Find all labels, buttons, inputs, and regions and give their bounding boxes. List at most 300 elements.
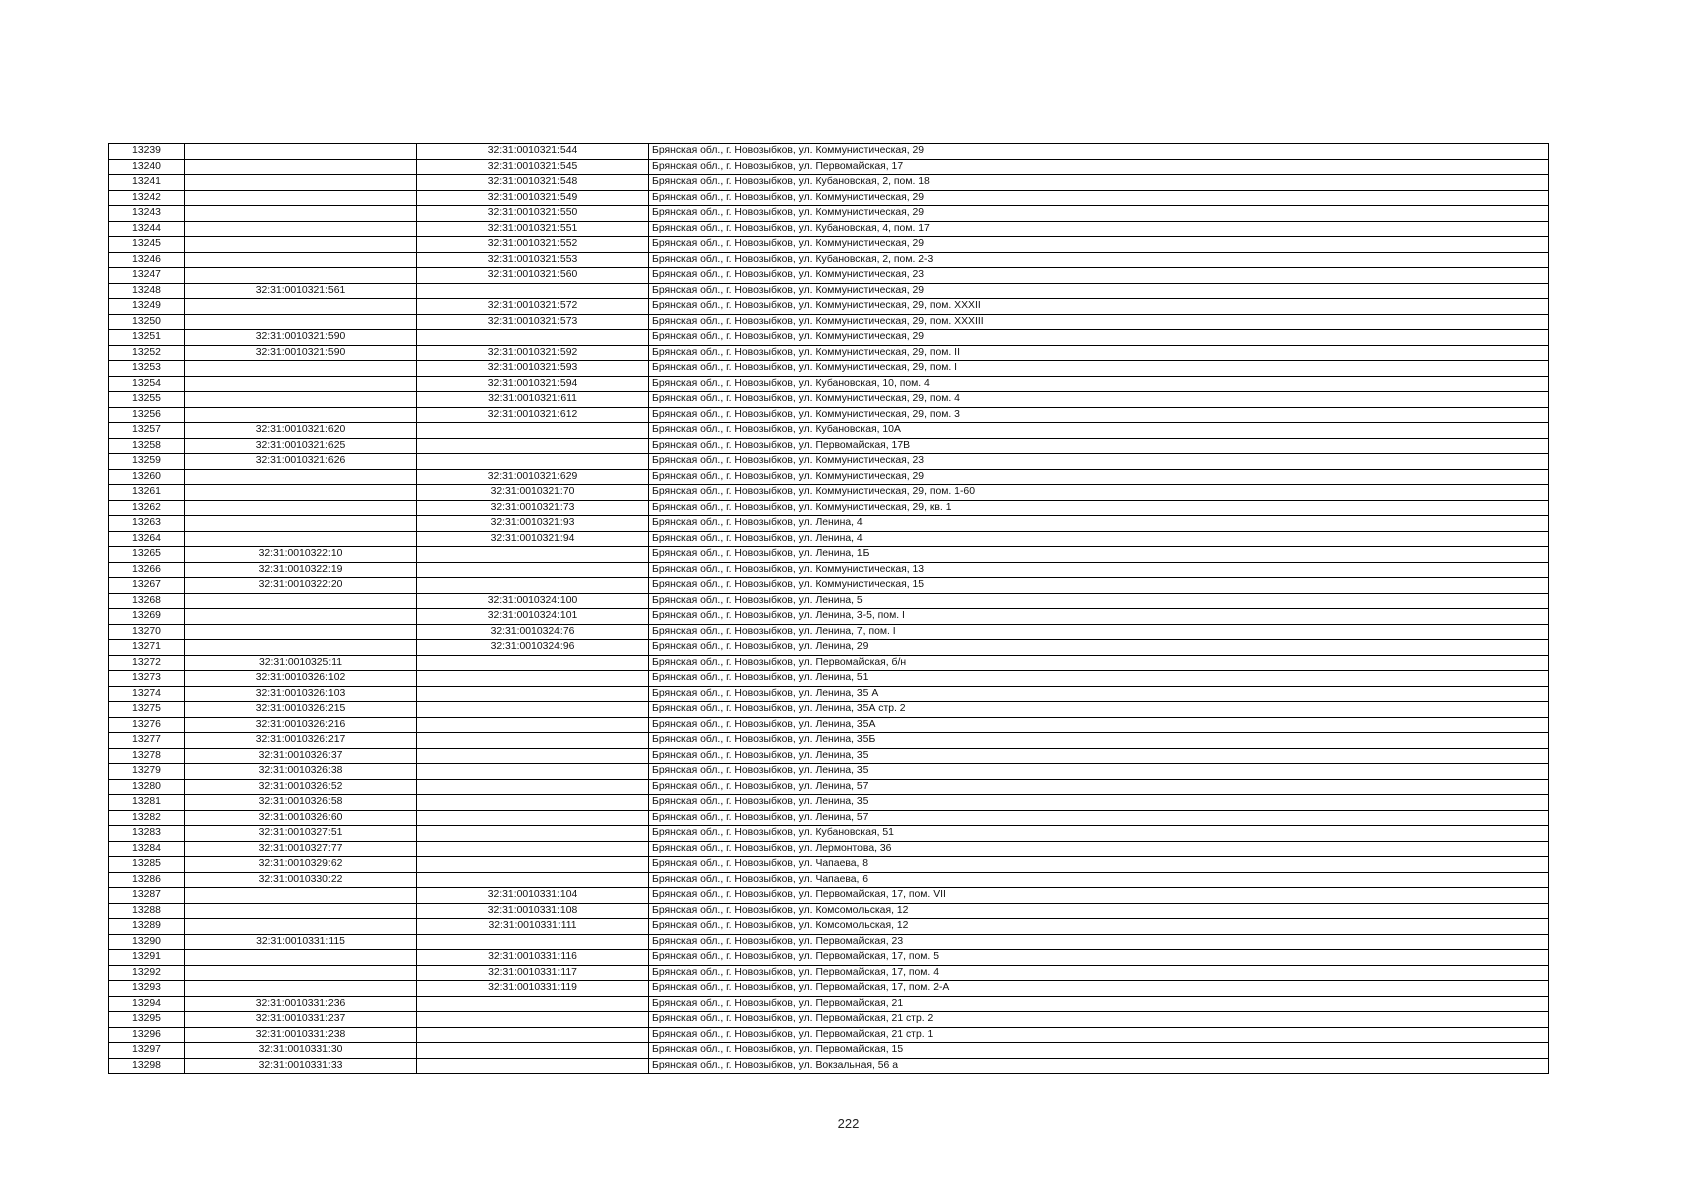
row-number-cell: 13274 xyxy=(109,686,185,702)
land-parcel-number-cell: 32:31:0010322:10 xyxy=(185,547,417,563)
land-parcel-number-cell xyxy=(185,175,417,191)
address-cell: Брянская обл., г. Новозыбков, ул. Первомайская, 17, пом. VII xyxy=(649,888,1549,904)
land-parcel-number-cell xyxy=(185,361,417,377)
table-row xyxy=(109,950,1549,966)
land-parcel-number-cell xyxy=(185,469,417,485)
address-cell: Брянская обл., г. Новозыбков, ул. Коммунистическая, 29, пом. 4 xyxy=(649,392,1549,408)
object-number-cell xyxy=(417,779,649,795)
object-number-cell xyxy=(417,330,649,346)
object-number-cell: 32:31:0010331:116 xyxy=(417,950,649,966)
address-cell: Брянская обл., г. Новозыбков, ул. Ленина, 35 А xyxy=(649,686,1549,702)
row-number-cell: 13240 xyxy=(109,159,185,175)
land-parcel-number-cell: 32:31:0010321:561 xyxy=(185,283,417,299)
object-number-cell: 32:31:0010321:93 xyxy=(417,516,649,532)
table-row xyxy=(109,578,1549,594)
table-row xyxy=(109,733,1549,749)
row-number-cell: 13285 xyxy=(109,857,185,873)
object-number-cell: 32:31:0010321:552 xyxy=(417,237,649,253)
table-row xyxy=(109,671,1549,687)
object-number-cell xyxy=(417,1027,649,1043)
table-row xyxy=(109,175,1549,191)
row-number-cell: 13248 xyxy=(109,283,185,299)
row-number-cell: 13272 xyxy=(109,655,185,671)
land-parcel-number-cell xyxy=(185,593,417,609)
address-cell: Брянская обл., г. Новозыбков, ул. Первомайская, 17 xyxy=(649,159,1549,175)
table-row xyxy=(109,423,1549,439)
land-parcel-number-cell xyxy=(185,950,417,966)
address-cell: Брянская обл., г. Новозыбков, ул. Первомайская, 17, пом. 2-А xyxy=(649,981,1549,997)
land-parcel-number-cell: 32:31:0010326:52 xyxy=(185,779,417,795)
land-parcel-number-cell: 32:31:0010321:590 xyxy=(185,345,417,361)
address-cell: Брянская обл., г. Новозыбков, ул. Кубановская, 51 xyxy=(649,826,1549,842)
row-number-cell: 13286 xyxy=(109,872,185,888)
table-row xyxy=(109,206,1549,222)
row-number-cell: 13297 xyxy=(109,1043,185,1059)
land-parcel-number-cell: 32:31:0010326:60 xyxy=(185,810,417,826)
row-number-cell: 13293 xyxy=(109,981,185,997)
address-cell: Брянская обл., г. Новозыбков, ул. Кубановская, 10, пом. 4 xyxy=(649,376,1549,392)
table-row xyxy=(109,841,1549,857)
land-parcel-number-cell: 32:31:0010331:236 xyxy=(185,996,417,1012)
address-cell: Брянская обл., г. Новозыбков, ул. Ленина, 35Б xyxy=(649,733,1549,749)
table-row xyxy=(109,764,1549,780)
row-number-cell: 13282 xyxy=(109,810,185,826)
land-parcel-number-cell xyxy=(185,206,417,222)
row-number-cell: 13264 xyxy=(109,531,185,547)
land-parcel-number-cell xyxy=(185,376,417,392)
object-number-cell xyxy=(417,1058,649,1074)
row-number-cell: 13288 xyxy=(109,903,185,919)
object-number-cell xyxy=(417,702,649,718)
table-row xyxy=(109,268,1549,284)
address-cell: Брянская обл., г. Новозыбков, ул. Коммунистическая, 29, пом. II xyxy=(649,345,1549,361)
address-cell: Брянская обл., г. Новозыбков, ул. Коммунистическая, 23 xyxy=(649,268,1549,284)
address-cell: Брянская обл., г. Новозыбков, ул. Ленина, 4 xyxy=(649,531,1549,547)
table-row xyxy=(109,872,1549,888)
table-row xyxy=(109,500,1549,516)
object-number-cell xyxy=(417,764,649,780)
land-parcel-number-cell xyxy=(185,144,417,160)
table-row xyxy=(109,299,1549,315)
table-row xyxy=(109,283,1549,299)
land-parcel-number-cell xyxy=(185,965,417,981)
table-row xyxy=(109,1027,1549,1043)
address-cell: Брянская обл., г. Новозыбков, ул. Коммунистическая, 13 xyxy=(649,562,1549,578)
address-cell: Брянская обл., г. Новозыбков, ул. Первомайская, 21 стр. 2 xyxy=(649,1012,1549,1028)
table-row xyxy=(109,624,1549,640)
land-parcel-number-cell: 32:31:0010326:38 xyxy=(185,764,417,780)
object-number-cell: 32:31:0010321:94 xyxy=(417,531,649,547)
land-parcel-number-cell xyxy=(185,299,417,315)
object-number-cell: 32:31:0010321:573 xyxy=(417,314,649,330)
land-parcel-number-cell xyxy=(185,903,417,919)
address-cell: Брянская обл., г. Новозыбков, ул. Ленина, 35 xyxy=(649,764,1549,780)
object-number-cell xyxy=(417,283,649,299)
address-cell: Брянская обл., г. Новозыбков, ул. Ленина, 35 xyxy=(649,748,1549,764)
row-number-cell: 13250 xyxy=(109,314,185,330)
row-number-cell: 13258 xyxy=(109,438,185,454)
address-cell: Брянская обл., г. Новозыбков, ул. Первомайская, 17, пом. 5 xyxy=(649,950,1549,966)
land-parcel-number-cell xyxy=(185,252,417,268)
table-row xyxy=(109,609,1549,625)
address-cell: Брянская обл., г. Новозыбков, ул. Коммунистическая, 29 xyxy=(649,144,1549,160)
row-number-cell: 13295 xyxy=(109,1012,185,1028)
object-number-cell: 32:31:0010331:108 xyxy=(417,903,649,919)
object-number-cell xyxy=(417,438,649,454)
address-cell: Брянская обл., г. Новозыбков, ул. Ленина, 4 xyxy=(649,516,1549,532)
table-row xyxy=(109,795,1549,811)
land-parcel-number-cell: 32:31:0010326:216 xyxy=(185,717,417,733)
object-number-cell xyxy=(417,423,649,439)
object-number-cell: 32:31:0010331:104 xyxy=(417,888,649,904)
table-row xyxy=(109,702,1549,718)
table-row xyxy=(109,1012,1549,1028)
land-parcel-number-cell xyxy=(185,624,417,640)
object-number-cell xyxy=(417,686,649,702)
land-parcel-number-cell: 32:31:0010326:103 xyxy=(185,686,417,702)
row-number-cell: 13270 xyxy=(109,624,185,640)
row-number-cell: 13239 xyxy=(109,144,185,160)
row-number-cell: 13265 xyxy=(109,547,185,563)
address-cell: Брянская обл., г. Новозыбков, ул. Комсомольская, 12 xyxy=(649,919,1549,935)
object-number-cell: 32:31:0010321:73 xyxy=(417,500,649,516)
object-number-cell xyxy=(417,717,649,733)
table-row xyxy=(109,686,1549,702)
row-number-cell: 13283 xyxy=(109,826,185,842)
row-number-cell: 13292 xyxy=(109,965,185,981)
row-number-cell: 13241 xyxy=(109,175,185,191)
land-parcel-number-cell xyxy=(185,407,417,423)
object-number-cell xyxy=(417,562,649,578)
address-cell: Брянская обл., г. Новозыбков, ул. Ленина, 57 xyxy=(649,810,1549,826)
row-number-cell: 13242 xyxy=(109,190,185,206)
row-number-cell: 13271 xyxy=(109,640,185,656)
object-number-cell xyxy=(417,810,649,826)
land-parcel-number-cell xyxy=(185,531,417,547)
row-number-cell: 13298 xyxy=(109,1058,185,1074)
address-cell: Брянская обл., г. Новозыбков, ул. Ленина, 51 xyxy=(649,671,1549,687)
row-number-cell: 13255 xyxy=(109,392,185,408)
row-number-cell: 13296 xyxy=(109,1027,185,1043)
object-number-cell xyxy=(417,826,649,842)
table-row xyxy=(109,655,1549,671)
table-row xyxy=(109,996,1549,1012)
land-parcel-number-cell: 32:31:0010327:51 xyxy=(185,826,417,842)
land-parcel-number-cell: 32:31:0010322:19 xyxy=(185,562,417,578)
table-row xyxy=(109,345,1549,361)
row-number-cell: 13291 xyxy=(109,950,185,966)
table-row xyxy=(109,438,1549,454)
row-number-cell: 13287 xyxy=(109,888,185,904)
address-cell: Брянская обл., г. Новозыбков, ул. Коммунистическая, 29 xyxy=(649,330,1549,346)
address-cell: Брянская обл., г. Новозыбков, ул. Коммунистическая, 29, пом. XXXIII xyxy=(649,314,1549,330)
object-number-cell: 32:31:0010321:594 xyxy=(417,376,649,392)
land-parcel-number-cell xyxy=(185,640,417,656)
land-parcel-number-cell: 32:31:0010321:620 xyxy=(185,423,417,439)
table-row xyxy=(109,190,1549,206)
address-cell: Брянская обл., г. Новозыбков, ул. Первомайская, 21 xyxy=(649,996,1549,1012)
object-number-cell: 32:31:0010324:76 xyxy=(417,624,649,640)
object-number-cell: 32:31:0010321:544 xyxy=(417,144,649,160)
row-number-cell: 13289 xyxy=(109,919,185,935)
object-number-cell xyxy=(417,996,649,1012)
object-number-cell xyxy=(417,934,649,950)
row-number-cell: 13294 xyxy=(109,996,185,1012)
object-number-cell: 32:31:0010331:111 xyxy=(417,919,649,935)
object-number-cell: 32:31:0010321:70 xyxy=(417,485,649,501)
row-number-cell: 13266 xyxy=(109,562,185,578)
row-number-cell: 13254 xyxy=(109,376,185,392)
address-cell: Брянская обл., г. Новозыбков, ул. Вокзальная, 56 а xyxy=(649,1058,1549,1074)
row-number-cell: 13279 xyxy=(109,764,185,780)
address-cell: Брянская обл., г. Новозыбков, ул. Комсомольская, 12 xyxy=(649,903,1549,919)
object-number-cell: 32:31:0010321:572 xyxy=(417,299,649,315)
table-row xyxy=(109,981,1549,997)
land-parcel-number-cell xyxy=(185,500,417,516)
table-row xyxy=(109,485,1549,501)
address-cell: Брянская обл., г. Новозыбков, ул. Коммунистическая, 29, пом. 1-60 xyxy=(649,485,1549,501)
row-number-cell: 13290 xyxy=(109,934,185,950)
land-parcel-number-cell: 32:31:0010322:20 xyxy=(185,578,417,594)
row-number-cell: 13267 xyxy=(109,578,185,594)
row-number-cell: 13243 xyxy=(109,206,185,222)
address-cell: Брянская обл., г. Новозыбков, ул. Коммунистическая, 29 xyxy=(649,190,1549,206)
address-cell: Брянская обл., г. Новозыбков, ул. Ленина, 1Б xyxy=(649,547,1549,563)
address-cell: Брянская обл., г. Новозыбков, ул. Коммунистическая, 15 xyxy=(649,578,1549,594)
address-cell: Брянская обл., г. Новозыбков, ул. Первомайская, 17В xyxy=(649,438,1549,454)
page-number: 222 xyxy=(837,1116,860,1131)
table-row xyxy=(109,748,1549,764)
table-row xyxy=(109,640,1549,656)
object-number-cell xyxy=(417,1012,649,1028)
row-number-cell: 13277 xyxy=(109,733,185,749)
object-number-cell: 32:31:0010321:553 xyxy=(417,252,649,268)
land-parcel-number-cell: 32:31:0010326:217 xyxy=(185,733,417,749)
object-number-cell xyxy=(417,1043,649,1059)
land-parcel-number-cell xyxy=(185,221,417,237)
land-parcel-number-cell xyxy=(185,237,417,253)
object-number-cell xyxy=(417,872,649,888)
table-row xyxy=(109,159,1549,175)
table-row xyxy=(109,361,1549,377)
table-row xyxy=(109,562,1549,578)
table-row xyxy=(109,965,1549,981)
address-cell: Брянская обл., г. Новозыбков, ул. Коммунистическая, 29 xyxy=(649,283,1549,299)
address-cell: Брянская обл., г. Новозыбков, ул. Ленина, 57 xyxy=(649,779,1549,795)
address-cell: Брянская обл., г. Новозыбков, ул. Первомайская, 21 стр. 1 xyxy=(649,1027,1549,1043)
table-row xyxy=(109,314,1549,330)
row-number-cell: 13249 xyxy=(109,299,185,315)
object-number-cell xyxy=(417,655,649,671)
row-number-cell: 13263 xyxy=(109,516,185,532)
land-parcel-number-cell: 32:31:0010331:237 xyxy=(185,1012,417,1028)
table-row xyxy=(109,531,1549,547)
row-number-cell: 13269 xyxy=(109,609,185,625)
row-number-cell: 13268 xyxy=(109,593,185,609)
address-cell: Брянская обл., г. Новозыбков, ул. Ленина, 29 xyxy=(649,640,1549,656)
land-parcel-number-cell: 32:31:0010331:30 xyxy=(185,1043,417,1059)
address-cell: Брянская обл., г. Новозыбков, ул. Коммунистическая, 29, кв. 1 xyxy=(649,500,1549,516)
table-row xyxy=(109,221,1549,237)
object-number-cell: 32:31:0010331:117 xyxy=(417,965,649,981)
object-number-cell: 32:31:0010321:549 xyxy=(417,190,649,206)
address-cell: Брянская обл., г. Новозыбков, ул. Кубановская, 2, пом. 2-3 xyxy=(649,252,1549,268)
object-number-cell xyxy=(417,841,649,857)
land-parcel-number-cell: 32:31:0010321:625 xyxy=(185,438,417,454)
address-cell: Брянская обл., г. Новозыбков, ул. Кубановская, 4, пом. 17 xyxy=(649,221,1549,237)
object-number-cell: 32:31:0010321:593 xyxy=(417,361,649,377)
table-row xyxy=(109,547,1549,563)
address-cell: Брянская обл., г. Новозыбков, ул. Первомайская, 23 xyxy=(649,934,1549,950)
object-number-cell xyxy=(417,748,649,764)
address-cell: Брянская обл., г. Новозыбков, ул. Коммунистическая, 29, пом. 3 xyxy=(649,407,1549,423)
object-number-cell: 32:31:0010321:551 xyxy=(417,221,649,237)
object-number-cell xyxy=(417,671,649,687)
table-row xyxy=(109,934,1549,950)
table-row xyxy=(109,1058,1549,1074)
address-cell: Брянская обл., г. Новозыбков, ул. Первомайская, 15 xyxy=(649,1043,1549,1059)
land-parcel-number-cell: 32:31:0010329:62 xyxy=(185,857,417,873)
address-cell: Брянская обл., г. Новозыбков, ул. Кубановская, 10А xyxy=(649,423,1549,439)
land-parcel-number-cell: 32:31:0010321:590 xyxy=(185,330,417,346)
object-number-cell xyxy=(417,733,649,749)
object-number-cell: 32:31:0010321:629 xyxy=(417,469,649,485)
land-parcel-number-cell: 32:31:0010326:58 xyxy=(185,795,417,811)
address-cell: Брянская обл., г. Новозыбков, ул. Ленина, 3-5, пом. I xyxy=(649,609,1549,625)
land-parcel-number-cell: 32:31:0010325:11 xyxy=(185,655,417,671)
row-number-cell: 13284 xyxy=(109,841,185,857)
row-number-cell: 13262 xyxy=(109,500,185,516)
land-parcel-number-cell: 32:31:0010331:33 xyxy=(185,1058,417,1074)
object-number-cell: 32:31:0010324:101 xyxy=(417,609,649,625)
table-row xyxy=(109,252,1549,268)
address-cell: Брянская обл., г. Новозыбков, ул. Ленина, 35А стр. 2 xyxy=(649,702,1549,718)
address-cell: Брянская обл., г. Новозыбков, ул. Чапаева, 8 xyxy=(649,857,1549,873)
address-cell: Брянская обл., г. Новозыбков, ул. Коммунистическая, 29 xyxy=(649,237,1549,253)
address-cell: Брянская обл., г. Новозыбков, ул. Ленина, 7, пом. I xyxy=(649,624,1549,640)
object-number-cell xyxy=(417,547,649,563)
cadastral-table xyxy=(108,143,1549,1074)
land-parcel-number-cell: 32:31:0010331:238 xyxy=(185,1027,417,1043)
row-number-cell: 13273 xyxy=(109,671,185,687)
address-cell: Брянская обл., г. Новозыбков, ул. Коммунистическая, 23 xyxy=(649,454,1549,470)
land-parcel-number-cell xyxy=(185,392,417,408)
address-cell: Брянская обл., г. Новозыбков, ул. Кубановская, 2, пом. 18 xyxy=(649,175,1549,191)
object-number-cell xyxy=(417,795,649,811)
table-row xyxy=(109,392,1549,408)
row-number-cell: 13275 xyxy=(109,702,185,718)
table-row xyxy=(109,469,1549,485)
row-number-cell: 13257 xyxy=(109,423,185,439)
table-row xyxy=(109,826,1549,842)
land-parcel-number-cell xyxy=(185,919,417,935)
table-row xyxy=(109,779,1549,795)
land-parcel-number-cell: 32:31:0010331:115 xyxy=(185,934,417,950)
row-number-cell: 13260 xyxy=(109,469,185,485)
object-number-cell: 32:31:0010321:612 xyxy=(417,407,649,423)
address-cell: Брянская обл., г. Новозыбков, ул. Первомайская, 17, пом. 4 xyxy=(649,965,1549,981)
row-number-cell: 13281 xyxy=(109,795,185,811)
table-row xyxy=(109,810,1549,826)
table-row xyxy=(109,330,1549,346)
object-number-cell: 32:31:0010324:100 xyxy=(417,593,649,609)
row-number-cell: 13246 xyxy=(109,252,185,268)
address-cell: Брянская обл., г. Новозыбков, ул. Коммунистическая, 29 xyxy=(649,469,1549,485)
object-number-cell: 32:31:0010321:592 xyxy=(417,345,649,361)
address-cell: Брянская обл., г. Новозыбков, ул. Ленина, 35 xyxy=(649,795,1549,811)
land-parcel-number-cell: 32:31:0010326:215 xyxy=(185,702,417,718)
land-parcel-number-cell xyxy=(185,888,417,904)
row-number-cell: 13247 xyxy=(109,268,185,284)
table-row xyxy=(109,593,1549,609)
address-cell: Брянская обл., г. Новозыбков, ул. Коммунистическая, 29, пом. I xyxy=(649,361,1549,377)
object-number-cell: 32:31:0010321:545 xyxy=(417,159,649,175)
land-parcel-number-cell xyxy=(185,516,417,532)
table-row xyxy=(109,919,1549,935)
land-parcel-number-cell: 32:31:0010321:626 xyxy=(185,454,417,470)
row-number-cell: 13244 xyxy=(109,221,185,237)
table-body xyxy=(109,144,1549,1074)
table-row xyxy=(109,454,1549,470)
object-number-cell: 32:31:0010321:550 xyxy=(417,206,649,222)
land-parcel-number-cell: 32:31:0010330:22 xyxy=(185,872,417,888)
land-parcel-number-cell xyxy=(185,268,417,284)
land-parcel-number-cell xyxy=(185,314,417,330)
table-row xyxy=(109,857,1549,873)
table-row xyxy=(109,144,1549,160)
row-number-cell: 13251 xyxy=(109,330,185,346)
row-number-cell: 13253 xyxy=(109,361,185,377)
object-number-cell: 32:31:0010324:96 xyxy=(417,640,649,656)
table-row xyxy=(109,888,1549,904)
row-number-cell: 13245 xyxy=(109,237,185,253)
land-parcel-number-cell xyxy=(185,485,417,501)
address-cell: Брянская обл., г. Новозыбков, ул. Коммунистическая, 29, пом. XXXII xyxy=(649,299,1549,315)
object-number-cell: 32:31:0010321:611 xyxy=(417,392,649,408)
row-number-cell: 13280 xyxy=(109,779,185,795)
address-cell: Брянская обл., г. Новозыбков, ул. Первомайская, б/н xyxy=(649,655,1549,671)
land-parcel-number-cell: 32:31:0010326:37 xyxy=(185,748,417,764)
table-row xyxy=(109,407,1549,423)
row-number-cell: 13256 xyxy=(109,407,185,423)
row-number-cell: 13278 xyxy=(109,748,185,764)
land-parcel-number-cell xyxy=(185,190,417,206)
object-number-cell xyxy=(417,578,649,594)
row-number-cell: 13252 xyxy=(109,345,185,361)
table-row xyxy=(109,1043,1549,1059)
table-row xyxy=(109,717,1549,733)
table-row xyxy=(109,376,1549,392)
object-number-cell xyxy=(417,857,649,873)
land-parcel-number-cell: 32:31:0010327:77 xyxy=(185,841,417,857)
address-cell: Брянская обл., г. Новозыбков, ул. Ленина, 35А xyxy=(649,717,1549,733)
object-number-cell: 32:31:0010321:548 xyxy=(417,175,649,191)
table-row xyxy=(109,516,1549,532)
object-number-cell: 32:31:0010321:560 xyxy=(417,268,649,284)
land-parcel-number-cell xyxy=(185,981,417,997)
object-number-cell: 32:31:0010331:119 xyxy=(417,981,649,997)
object-number-cell xyxy=(417,454,649,470)
address-cell: Брянская обл., г. Новозыбков, ул. Коммунистическая, 29 xyxy=(649,206,1549,222)
row-number-cell: 13261 xyxy=(109,485,185,501)
address-cell: Брянская обл., г. Новозыбков, ул. Чапаева, 6 xyxy=(649,872,1549,888)
land-parcel-number-cell xyxy=(185,159,417,175)
table-row xyxy=(109,903,1549,919)
address-cell: Брянская обл., г. Новозыбков, ул. Ленина, 5 xyxy=(649,593,1549,609)
land-parcel-number-cell: 32:31:0010326:102 xyxy=(185,671,417,687)
land-parcel-number-cell xyxy=(185,609,417,625)
row-number-cell: 13276 xyxy=(109,717,185,733)
